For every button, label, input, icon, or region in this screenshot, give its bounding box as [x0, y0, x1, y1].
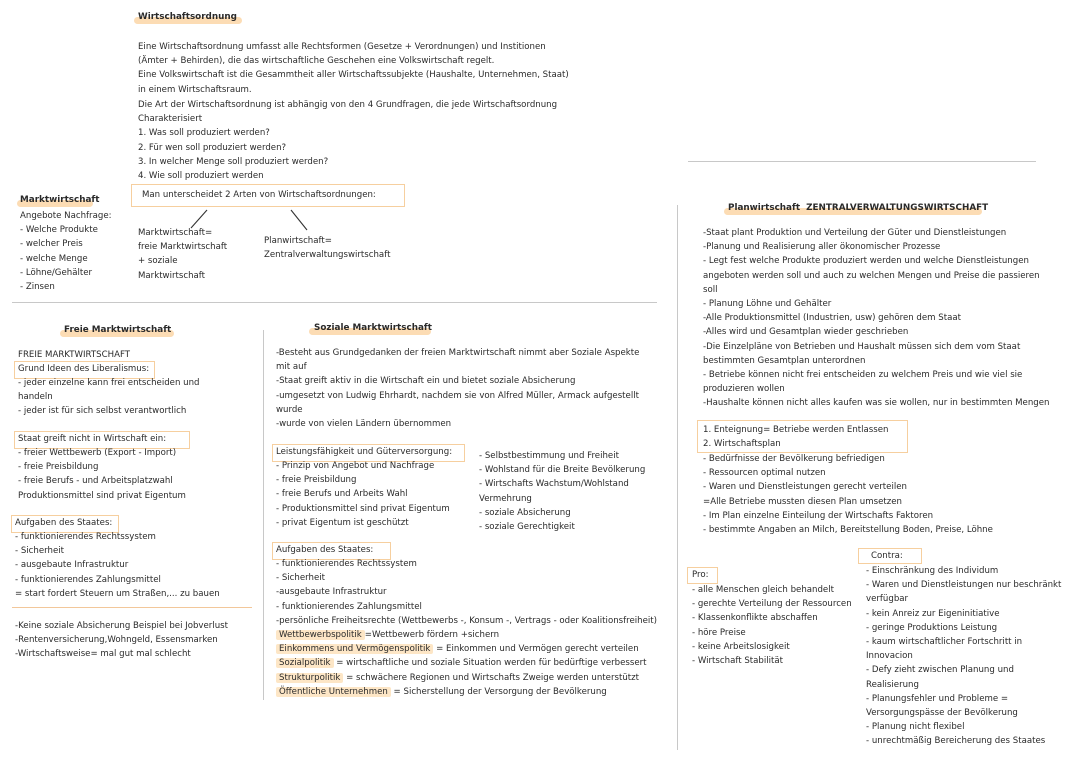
list-item: - jeder ist für sich selbst verantwortlich — [18, 406, 187, 417]
list-item: - geringe Produktions Leistung — [866, 622, 998, 633]
list-item: - Betriebe können nicht frei entscheiden zu welchem Preis und wie viel sie — [703, 370, 1023, 381]
soziale-title: Soziale Marktwirtschaft — [314, 323, 432, 333]
politik-desc: = Sicherstellung der Versorgung der Bevölkerung — [390, 686, 607, 697]
branch-line: freie Marktwirtschaft — [138, 242, 228, 253]
branch-line: + soziale — [138, 256, 178, 267]
list-item: - freie Berufs - und Arbeitsplatzwahl — [18, 476, 173, 487]
list-item: - unrechtmäßig Bereicherung des Staates — [866, 736, 1046, 747]
list-item: -Planung und Realisierung aller ökonomischer Prozesse — [703, 242, 941, 253]
grundfragen-line: Die Art der Wirtschaftsordnung ist abhängig von den 4 Grundfragen, die jede Wirtschaftsordnung — [138, 100, 558, 110]
list-item: - Bedürfnisse der Bevölkerung befriedigen — [703, 454, 885, 464]
list-item: -Rentenversicherung,Wohngeld, Essensmarken — [15, 635, 218, 646]
list-item: - welcher Preis — [20, 239, 83, 250]
list-item: - Defy zieht zwischen Planung und — [866, 665, 1014, 676]
staat-list — [18, 446, 186, 503]
grundfragen-line: 2. Für wen soll produziert werden? — [138, 142, 287, 153]
politik-term: Öffentliche Unternehmen — [276, 687, 391, 697]
list-item: - höre Preise — [692, 627, 746, 638]
list-item: - keine Arbeitslosigkeit — [692, 641, 790, 652]
arrow-right — [291, 210, 307, 230]
intro-block — [138, 40, 569, 97]
freie-aufgaben-label: Aufgaben des Staates: — [15, 518, 113, 528]
leistung-label: Leistungsfähigkeit und Güterversorgung: — [276, 447, 453, 457]
branch-right-text — [264, 234, 390, 262]
politik-term: Wettbewerbspolitik — [276, 630, 365, 640]
page-title: Wirtschaftsordnung — [138, 12, 237, 22]
politik-desc: =Wettbewerb fördern +sichern — [364, 630, 500, 641]
list-item: - alle Menschen gleich behandelt — [692, 585, 834, 595]
list-item: - Sicherheit — [276, 573, 326, 584]
politik-term: Einkommens und Vermögenspolitik — [276, 644, 433, 654]
list-item: -Haushalte können nicht alles kaufen was sie wollen, nur in bestimmten Mengen — [703, 398, 1050, 409]
grundfragen-line: 4. Wie soll produziert werden — [138, 171, 264, 182]
politik-term: Strukturpolitik — [276, 673, 343, 683]
list-item: soll — [703, 284, 718, 295]
unterscheidung-text: Man unterscheidet 2 Arten von Wirtschaftsordnungen: — [142, 190, 376, 200]
list-item: mit auf — [276, 362, 307, 373]
list-item: - Selbstbestimmung und Freiheit — [479, 451, 619, 461]
pro-list — [692, 583, 852, 668]
list-item: wurde — [276, 404, 303, 415]
pro-label: Pro: — [692, 570, 709, 580]
plan-list — [703, 226, 1049, 411]
list-item: - Löhne/Gehälter — [20, 267, 93, 278]
politik-term: Sozialpolitik — [276, 658, 334, 668]
list-item: produzieren wollen — [703, 384, 785, 395]
list-item: -Besteht aus Grundgedanken der freien Marktwirtschaft nimmt aber Soziale Aspekte — [276, 348, 640, 358]
list-item: Vermehrung — [479, 493, 532, 504]
list-item: - Planungsfehler und Probleme = — [866, 693, 1009, 704]
freie-heading: FREIE MARKTWIRTSCHAFT — [18, 350, 130, 360]
list-item: -Die Einzelpläne von Betrieben und Haushalt müssen sich dem vom Staat — [703, 341, 1021, 352]
list-item: - Wirtschafts Wachstum/Wohlstand — [479, 479, 629, 490]
list-item: - Wohlstand für die Breite Bevölkerung — [479, 465, 646, 476]
marktwirtschaft-list — [20, 209, 112, 294]
list-item: -Keine soziale Absicherung Beispiel bei Jobverlust — [15, 621, 229, 631]
list-item: -Wirtschaftsweise= mal gut mal schlecht — [15, 649, 191, 660]
list-item: Innovacion — [866, 651, 913, 662]
intro-line: Eine Wirtschaftsordnung umfasst alle Rechtsformen (Gesetze + Verordnungen) und Institionen — [138, 42, 546, 52]
branch-left-text — [138, 226, 227, 283]
list-item: angeboten werden soll und auch zu welchen Mengen und Preise die passieren — [703, 270, 1040, 281]
divider-vertical-right — [677, 205, 678, 750]
politik-line — [276, 642, 657, 656]
list-item: handeln — [18, 392, 53, 403]
list-item: - funktionierendes Rechtssystem — [15, 532, 156, 542]
politik-line — [276, 628, 657, 642]
list-item: - funktionierendes Zahlungsmittel — [276, 601, 422, 612]
list-item: - freie Preisbildung — [276, 475, 357, 486]
contra-list — [866, 564, 1061, 749]
list-item: -umgesetzt von Ludwig Ehrhardt, nachdem sie von Alfred Müller, Armack aufgestellt — [276, 390, 639, 401]
intro-line: (Ämter + Behirden), die das wirtschaftliche Geschehen eine Volkswirtschaft regelt. — [138, 56, 495, 67]
list-item: - freie Berufs und Arbeits Wahl — [276, 489, 408, 500]
divider-horizontal-left — [12, 302, 657, 303]
ideen-list — [18, 376, 199, 419]
list-item: -Staat plant Produktion und Verteilung der Güter und Dienstleistungen — [703, 228, 1007, 238]
politik-line — [276, 685, 657, 699]
list-item: Produktionsmittel sind privat Eigentum — [18, 490, 186, 501]
list-item: - Welche Produkte — [20, 225, 98, 236]
list-item: Realisierung — [866, 679, 919, 690]
list-item: - ausgebaute Infrastruktur — [15, 560, 129, 571]
list-item: - bestimmte Angaben an Milch, Bereitstellung Boden, Preise, Löhne — [703, 525, 993, 536]
list-item: 2. Wirtschaftsplan — [703, 439, 781, 450]
list-item: - Planung Löhne und Gehälter — [703, 299, 832, 310]
list-item: - Sicherheit — [15, 546, 65, 557]
leistung-list — [276, 459, 450, 530]
list-item: Angebote Nachfrage: — [20, 211, 112, 221]
list-item: - funktionierendes Zahlungsmittel — [15, 574, 161, 585]
politik-desc: = Einkommen und Vermögen gerecht verteilen — [433, 644, 639, 655]
list-item: - Legt fest welche Produkte produziert werden und welche Dienstleistungen — [703, 256, 1029, 267]
politik-desc: = schwächere Regionen und Wirtschafts Zweige werden unterstützt — [343, 672, 640, 683]
list-item: - Einschränkung des Individum — [866, 566, 999, 576]
plan-box-list — [703, 423, 888, 451]
list-item: - Prinzip von Angebot und Nachfrage — [276, 461, 435, 471]
list-item: - Wirtschaft Stabilität — [692, 656, 784, 667]
grundfragen-block — [138, 98, 557, 183]
grundfragen-line: 3. In welcher Menge soll produziert werden? — [138, 156, 329, 167]
freie-bottom-list — [15, 619, 228, 662]
branch-line: Marktwirtschaft= — [138, 228, 213, 238]
list-item: Versorgungspässe der Bevölkerung — [866, 708, 1018, 719]
list-item: - privat Eigentum ist geschützt — [276, 517, 409, 528]
list-item: verfügbar — [866, 594, 909, 605]
list-item: -ausgebaute Infrastruktur — [276, 587, 387, 598]
intro-line: Eine Volkswirtschaft ist die Gesammtheit aller Wirtschaftssubjekte (Haushalte, Unternehmen, Staat) — [138, 70, 569, 81]
list-item: -Staat greift aktiv in die Wirtschaft ein und bietet soziale Absicherung — [276, 376, 576, 387]
list-item: - Ressourcen optimal nutzen — [703, 468, 826, 479]
list-item: - freier Wettbewerb (Export - Import) — [18, 448, 177, 458]
list-item: - soziale Gerechtigkeit — [479, 522, 575, 533]
branch-line: Zentralverwaltungswirtschaft — [264, 250, 391, 261]
ziele-list — [479, 449, 645, 534]
soziale-intro — [276, 346, 639, 431]
soziale-aufgaben-label: Aufgaben des Staates: — [276, 545, 374, 555]
list-item: - funktionierendes Rechtssystem — [276, 559, 417, 569]
soziale-aufgaben-list — [276, 557, 657, 699]
list-item: - Waren und Dienstleistungen gerecht verteilen — [703, 482, 907, 493]
divider-horizontal-right — [688, 161, 1036, 162]
branch-line: Marktwirtschaft — [138, 270, 206, 281]
staat-label: Staat greift nicht in Wirtschaft ein: — [18, 434, 167, 444]
list-item: - Zinsen — [20, 282, 55, 293]
politik-line — [276, 656, 657, 670]
plan-title-text: Planwirtschaft — [728, 203, 801, 213]
list-item: - Waren und Dienstleistungen nur beschränkt — [866, 580, 1062, 591]
list-item: =Alle Betriebe mussten diesen Plan umsetzen — [703, 496, 902, 507]
plan-title — [728, 203, 988, 213]
list-item: bestimmten Gesamtplan unterordnen — [703, 355, 866, 366]
freie-aufgaben-list — [15, 530, 220, 601]
list-item: - soziale Absicherung — [479, 507, 571, 518]
plan-subtitle: ZENTRALVERWALTUNGSWIRTSCHAFT — [806, 203, 989, 213]
grundfragen-line: Charakterisiert — [138, 114, 203, 125]
freie-title: Freie Marktwirtschaft — [64, 325, 172, 335]
list-item: - gerechte Verteilung der Ressourcen — [692, 599, 852, 610]
list-item: - welche Menge — [20, 253, 88, 264]
marktwirtschaft-title: Marktwirtschaft — [20, 195, 100, 205]
branch-line: Planwirtschaft= — [264, 236, 332, 246]
grundfragen-line: 1. Was soll produziert werden? — [138, 128, 270, 139]
list-item: -Alles wird und Gesamtplan wieder geschrieben — [703, 327, 909, 338]
list-item: - Planung nicht flexibel — [866, 722, 965, 733]
divider-vertical-middle — [263, 330, 264, 700]
plan-detail-list — [703, 452, 993, 537]
list-item: - Klassenkonflikte abschaffen — [692, 613, 818, 624]
politik-line — [276, 671, 657, 685]
contra-label: Contra: — [871, 551, 903, 561]
list-item: - jeder einzelne kann frei entscheiden und — [18, 378, 200, 388]
ideen-label: Grund Ideen des Liberalismus: — [18, 364, 150, 374]
list-item: - Im Plan einzelne Einteilung der Wirtschafts Faktoren — [703, 510, 934, 521]
intro-line: in einem Wirtschaftsraum. — [138, 84, 252, 95]
list-item: 1. Enteignung= Betriebe werden Entlassen — [703, 425, 889, 435]
list-item: = start fordert Steuern um Straßen,... zu bauen — [15, 588, 220, 599]
list-item: - kein Anreiz zur Eigeninitiative — [866, 608, 1000, 619]
list-item: -Alle Produktionsmittel (Industrien, usw) gehören dem Staat — [703, 313, 962, 324]
list-item: -wurde von vielen Ländern übernommen — [276, 419, 452, 430]
list-item: - freie Preisbildung — [18, 462, 99, 473]
list-item: -persönliche Freiheitsrechte (Wettbewerbs -, Konsum -, Vertrags - oder Koalitionsfreiheit) — [276, 615, 658, 626]
list-item: - Produktionsmittel sind privat Eigentum — [276, 503, 450, 514]
politik-desc: = wirtschaftliche und soziale Situation werden für bedürftige verbessert — [333, 658, 647, 669]
freie-divider — [12, 607, 252, 608]
list-item: - kaum wirtschaftlicher Fortschritt in — [866, 637, 1023, 648]
